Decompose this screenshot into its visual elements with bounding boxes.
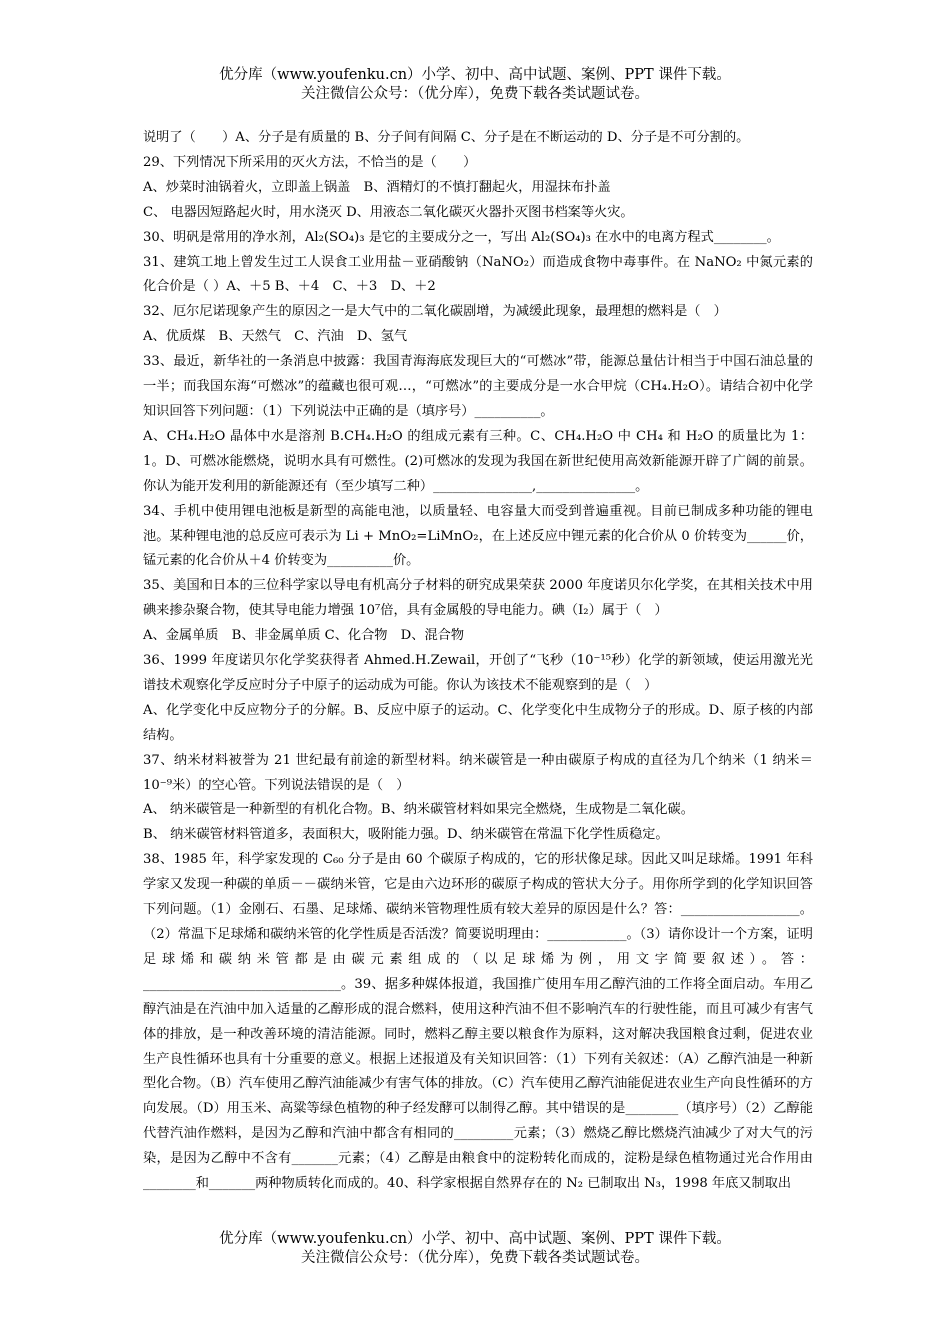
page-header [0,66,950,104]
question-30: 30、明矾是常用的净水剂，Al₂(SO₄)₃ 是它的主要成分之一，写出 Al₂(SO₄)₃ 在水中的电离方程式________。 [143,229,780,245]
page-footer [0,1230,950,1268]
question-37: 37、纳米材料被誉为 21 世纪最有前途的新型材料。纳米碳管是一种由碳原子构成的直径为几个纳米（1 纳米＝10⁻⁹米）的空心管。下列说法错误的是（ ） [143,752,813,793]
paragraph: A、化学变化中反应物分子的分解。B、反应中原子的运动。C、化学变化中生成物分子的形成。D、原子核的内部结构。 [143,702,813,743]
paragraph: B、 纳米碳管材料管道多，表面积大，吸附能力强。D、纳米碳管在常温下化学性质稳定。 [143,827,669,843]
question-33: 33、最近，新华社的一条消息中披露：我国青海海底发现巨大的“可燃冰”带，能源总量估计相当于中国石油总量的一半；而我国东海“可燃冰”的蕴藏也很可观…，“可燃冰”的主要成分是一水合甲烷（CH₄.H₂O）。请结合初中化学知识回答下列问题：（1）下列说法中正确的是（填序号）__________。 [143,354,813,419]
question-35: 35、美国和日本的三位科学家以导电有机高分子材料的研究成果荣获 2000 年度诺贝尔化学奖，在其相关技术中用碘来掺杂聚合物，使其导电能力增强 10⁷倍，具有金属般的导电能力。碘（I₂）属于（ ） [143,578,813,619]
document-body [143,126,813,1197]
paragraph: A、炒菜时油锅着火，立即盖上锅盖 B、酒精灯的不慎打翻起火，用湿抹布扑盖 [143,179,611,195]
question-34: 34、手机中使用锂电池板是新型的高能电池，以质量轻、电容量大而受到普遍重视。目前已制成多种功能的锂电池。某种锂电池的总反应可表示为 Li + MnO₂=LiMnO₂，在上述反应中锂元素的化合价从 0 价转变为______价，锰元素的化合价从＋4 价转变为__________价。 [143,503,813,569]
footer-line-1: 优分库（www.youfenku.cn）小学、初中、高中试题、案例、PPT 课件下载。 [219,1231,731,1247]
paragraph: 说明了（ ）A、分子是有质量的 B、分子间有间隔 C、分子是在不断运动的 D、分子是不可分割的。 [143,130,750,145]
header-line-2: 关注微信公众号：（优分库），免费下载各类试题试卷。 [301,86,649,102]
paragraph: A、 纳米碳管是一种新型的有机化合物。B、纳米碳管材料如果完全燃烧，生成物是二氧化碳。 [143,802,694,818]
question-29: 29、下列情况下所采用的灭火方法，不恰当的是（ ） [143,154,477,170]
header-line-1: 优分库（www.youfenku.cn）小学、初中、高中试题、案例、PPT 课件下载。 [219,67,731,83]
question-36: 36、1999 年度诺贝尔化学奖获得者 Ahmed.H.Zewail，开创了“飞秒（10⁻¹⁵秒）化学的新领域，使运用激光光谱技术观察化学反应时分子中原子的运动成为可能。你认为该技术不能观察到的是（ ） [143,653,813,693]
paragraph: A、CH₄.H₂O 晶体中水是溶剂 B.CH₄.H₂O 的组成元素有三种。C、CH₄.H₂O 中 CH₄ 和 H₂O 的质量比为 1：1。D、可燃冰能燃烧，说明水具有可燃性。(2)可燃冰的发现为我国在新世纪使用高效新能源开辟了广阔的前景。你认为能开发利用的新能源还有（至少填写二种）_______________,_______________。 [143,428,813,494]
paragraph: A、优质煤 B、天然气 C、汽油 D、氢气 [143,329,408,345]
question-32: 32、厄尔尼诺现象产生的原因之一是大气中的二氧化碳剧增，为减缓此现象，最理想的燃料是（ ） [143,304,727,320]
paragraph: A、金属单质 B、非金属单质 C、化合物 D、混合物 [143,628,465,644]
question-31: 31、建筑工地上曾发生过工人误食工业用盐－亚硝酸钠（NaNO₂）而造成食物中毒事件。在 NaNO₂ 中氮元素的化合价是（ ）A、＋5 B、＋4 C、＋3 D、＋2 [143,254,813,295]
footer-line-2: 关注微信公众号：（优分库），免费下载各类试题试卷。 [301,1250,649,1266]
paragraph: C、 电器因短路起火时，用水浇灭 D、用液态二氧化碳灭火器扑灭图书档案等火灾。 [143,204,634,220]
question-38: 38、1985 年，科学家发现的 C₆₀ 分子是由 60 个碳原子构成的，它的形状像足球。因此又叫足球烯。1991 年科学家又发现一种碳的单质－－碳纳米管，它是由六边环形的碳原子构成的管状大分子。用你所学到的化学知识回答下列问题。（1）金刚石、石墨、足球烯、碳纳米管物理性质有较大差异的原因是什么？答：__________________。（2）常温下足球烯和碳纳米管的化学性质是否活泼？简要说明理由：____________。（3）请你设计一个方案，证明足球烯和碳纳米管都是由碳元素组成的（以足球烯为例，用文字简要叙述）。答：______________________________。39、据多种媒体报道，我国推广使用车用乙醇汽油的工作将全面启动。车用乙醇汽油是在汽油中加入适量的乙醇形成的混合燃料，使用这种汽油不但不影响汽车的行驶性能，而且可减少有害气体的排放，是一种改善环境的清洁能源。同时，燃料乙醇主要以粮食作为原料，这对解决我国粮食过剩，促进农业生产良性循环也具有十分重要的意义。根据上述报道及有关知识回答：（1）下列有关叙述：（A）乙醇汽油是一种新型化合物。（B）汽车使用乙醇汽油能减少有害气体的排放。（C）汽车使用乙醇汽油能促进农业生产向良性循环的方向发展。（D）用玉米、高粱等绿色植物的种子经发酵可以制得乙醇。其中错误的是________（填序号）（2）乙醇能代替汽油作燃料，是因为乙醇和汽油中都含有相同的_________元素；（3）燃烧乙醇比燃烧汽油减少了对大气的污染，是因为乙醇中不含有_______元素；（4）乙醇是由粮食中的淀粉转化而成的，淀粉是绿色植物通过光合作用由________和_______两种物质转化而成的。40、科学家根据自然界存在的 N₂ 已制取出 N₃，1998 年底又制取出 [143,852,813,1192]
